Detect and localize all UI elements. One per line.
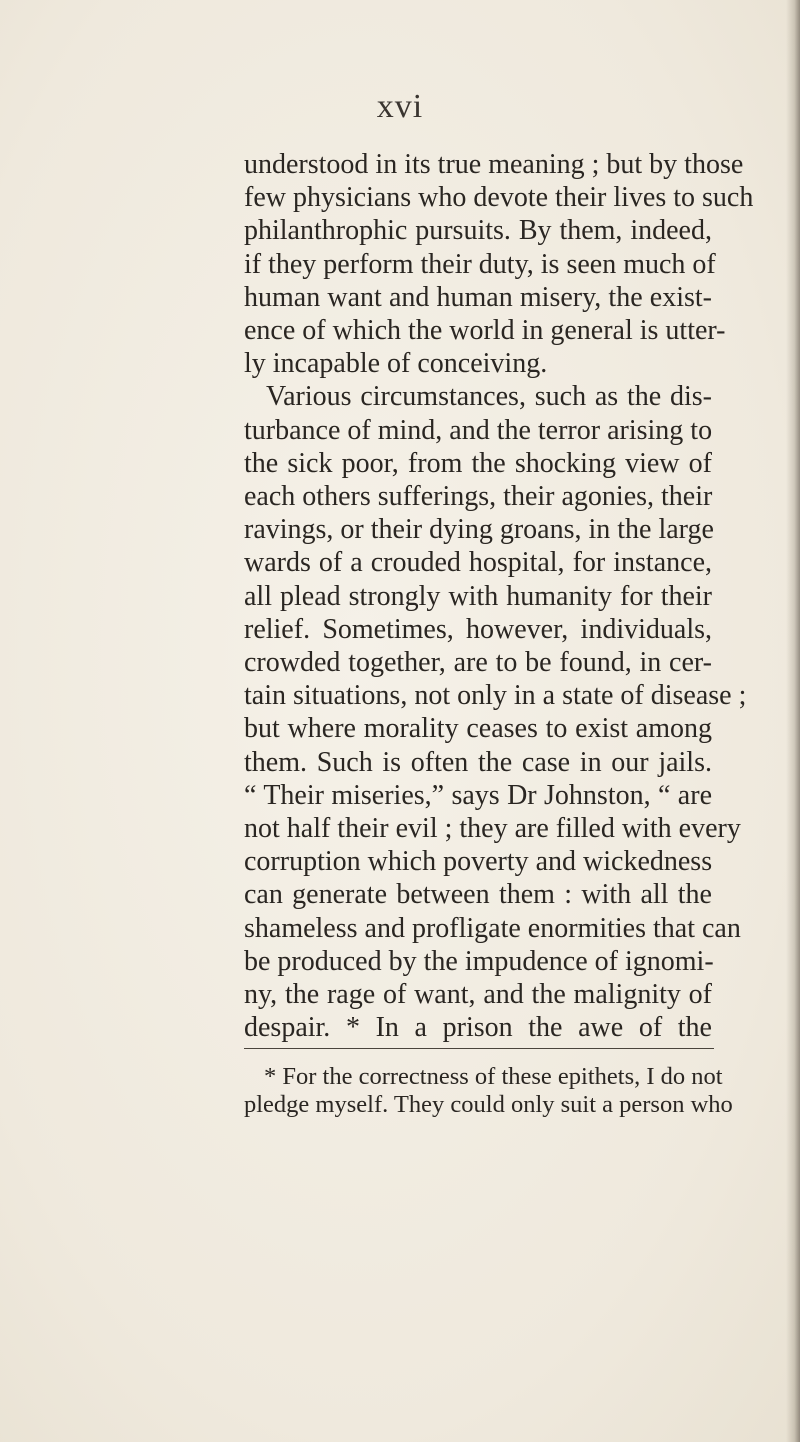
body-line: despair. * In a prison the awe of the [244, 1012, 712, 1044]
body-line: ly incapable of conceiving. [244, 348, 548, 380]
body-line: each others sufferings, their agonies, their [244, 481, 713, 513]
page-edge-shadow [786, 0, 800, 1442]
body-line: can generate between them : with all the [244, 879, 712, 911]
body-line: relief. Sometimes, however, individuals, [244, 613, 712, 645]
body-line: the sick poor, from the shocking view of [244, 447, 712, 479]
footnote [244, 1063, 733, 1119]
body-line: Various circumstances, such as the dis- [266, 381, 712, 413]
body-line: ny, the rage of want, and the malignity of [244, 979, 712, 1011]
body-line: few physicians who devote their lives to such [244, 182, 754, 214]
body-line: corruption which poverty and wickedness [244, 846, 713, 878]
body-line: turbance of mind, and the terror arising to [244, 414, 713, 446]
body-line: ravings, or their dying groans, in the large [244, 514, 714, 546]
body-text [244, 148, 754, 1044]
body-line: crowded together, are to be found, in cer- [244, 647, 712, 679]
body-line: “ Their miseries,” says Dr Johnston, “ are [244, 779, 712, 811]
body-line: them. Such is often the case in our jails. [244, 746, 712, 778]
body-line: tain situations, not only in a state of disease ; [244, 680, 747, 712]
body-line: ence of which the world in general is utter- [244, 315, 726, 347]
footnote-rule [244, 1048, 714, 1049]
body-line: wards of a crouded hospital, for instance, [244, 547, 712, 579]
body-line: if they perform their duty, is seen much of [244, 248, 716, 280]
body-line: shameless and profligate enormities that can [244, 912, 741, 944]
body-line: human want and human misery, the exist- [244, 281, 712, 313]
footnote-line: pledge myself. They could only suit a person who [244, 1091, 733, 1118]
body-line: philanthrophic pursuits. By them, indeed, [244, 215, 712, 247]
body-line: not half their evil ; they are filled with every [244, 813, 741, 845]
body-line: be produced by the impudence of ignomi- [244, 945, 714, 977]
body-line: understood in its true meaning ; but by those [244, 149, 744, 180]
body-line: but where morality ceases to exist among [244, 713, 712, 745]
body-line: all plead strongly with humanity for their [244, 580, 712, 612]
page-number: xvi [376, 88, 424, 125]
footnote-line: * For the correctness of these epithets, I do not [264, 1063, 723, 1090]
